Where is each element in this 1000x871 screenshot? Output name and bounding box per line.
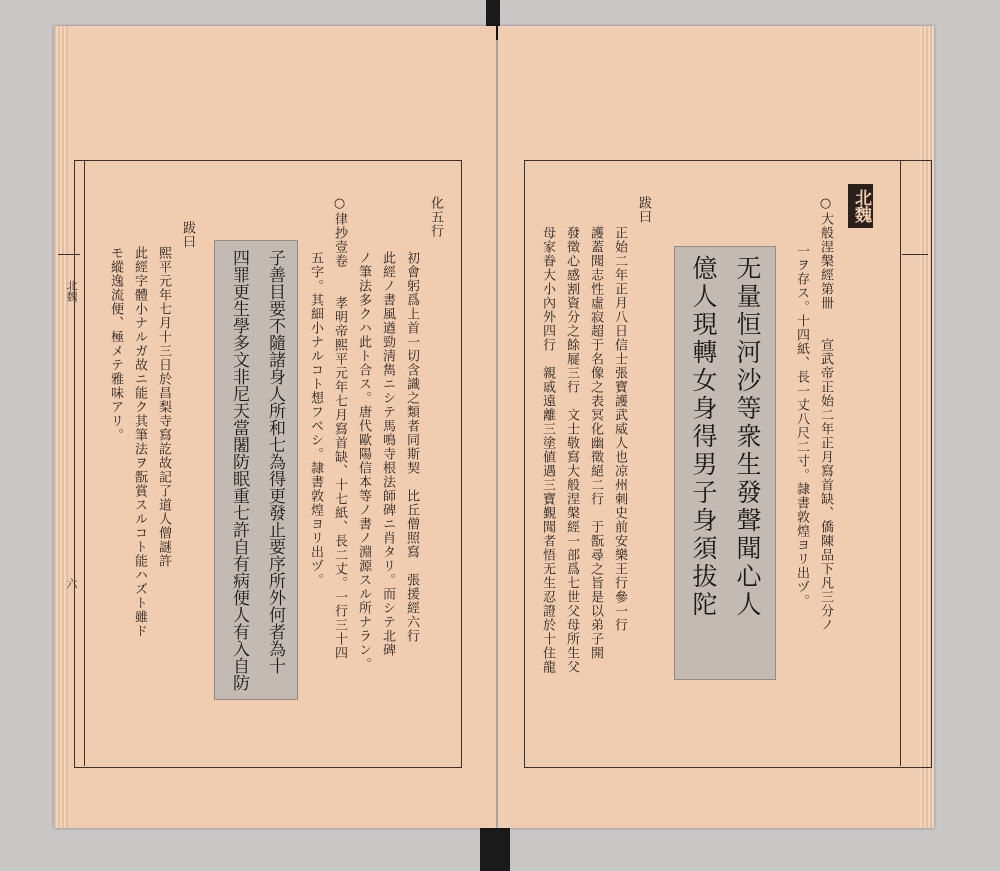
text-column: 五字。其細小ナルコト想フベシ。隷書敦煌ヨリ出ヅ。 [308, 251, 323, 587]
rubbing-column: 子善目要不隨諸身人所和七為得更發止要序所外何者為十 [265, 249, 285, 674]
text-column: 熙平元年七月十三日於昌梨寺寫訖故記了道人僧謎許 [156, 246, 171, 568]
text-column: ○大般涅槃經第卌 宣武帝正始二年正月寫首缺、僑陳品下凡三分ノ [818, 196, 833, 632]
right-page [498, 26, 934, 828]
calligraphy-rubbing [674, 246, 776, 680]
text-column: モ縱逸流便、極メテ雅味アリ。 [108, 246, 123, 442]
margin-rule [900, 160, 901, 766]
page-number: 六 [65, 578, 78, 589]
text-column: 護蓋聞志性虛寂超于名像之表冥化幽徵絕二行 于翫尋之旨是以弟子開 [588, 226, 603, 660]
running-head: 北魏 [65, 280, 78, 302]
book-spine-bottom [480, 828, 510, 871]
page-edge-stack [54, 26, 68, 828]
rubbing-column: 四罪更生學多文非尼天當闍防眠重七許自有病便人有入自防 [229, 249, 249, 691]
text-column: 發徵心感割資分之餘屣三行 文士敬寫大般涅槃經一部爲七世父母所生父 [564, 226, 579, 674]
text-column: 正始二年正月八日信士張寶護武威人也凉州刺史前安樂王行參一行 [612, 226, 627, 632]
text-column: 此經字體小ナルガ故ニ能ク其筆法ヲ翫賞スルコト能ハズト雖ド [132, 246, 147, 638]
text-column: 此經ノ書風遒勁淸雋ニシテ馬鳴寺根法師碑ニ肖タリ。而シテ北碑 [380, 251, 395, 657]
text-column: 跋曰 [636, 196, 651, 224]
text-column: 化五行 [428, 196, 443, 238]
rubbing-column: 无量恒河沙等衆生發聲聞心人 [733, 255, 762, 619]
text-column: ノ筆法多クハ此ト合ス。唐代歐陽信本等ノ書ノ淵源スル所ナラン。 [356, 251, 371, 671]
margin-rule [84, 160, 85, 766]
section-badge: 北魏 [848, 184, 873, 228]
rubbing-column: 億人現轉女身得男子身須拔陀 [689, 255, 718, 619]
text-column: 母家眷大小內外四行 親戚遠離三塗値遇三寶覲聞者悟无生忍證於十住龍 [540, 226, 555, 674]
calligraphy-rubbing [214, 240, 298, 700]
text-column: 初會躬爲上首一切含識之類者同斯契 比丘僧照寫 張援經六行 [404, 251, 419, 643]
text-column: 跋曰 [180, 221, 195, 249]
margin-tick [902, 254, 928, 255]
margin-tick [58, 254, 80, 255]
text-column: ○律抄壹卷 孝明帝熙平元年七月寫首缺、十七紙、長二丈。一行三十四 [332, 196, 347, 660]
left-page [54, 26, 496, 828]
text-column: 一ヲ存ス。十四紙、長一丈八尺二寸。隷書敦煌ヨリ出ヅ。 [794, 244, 809, 608]
